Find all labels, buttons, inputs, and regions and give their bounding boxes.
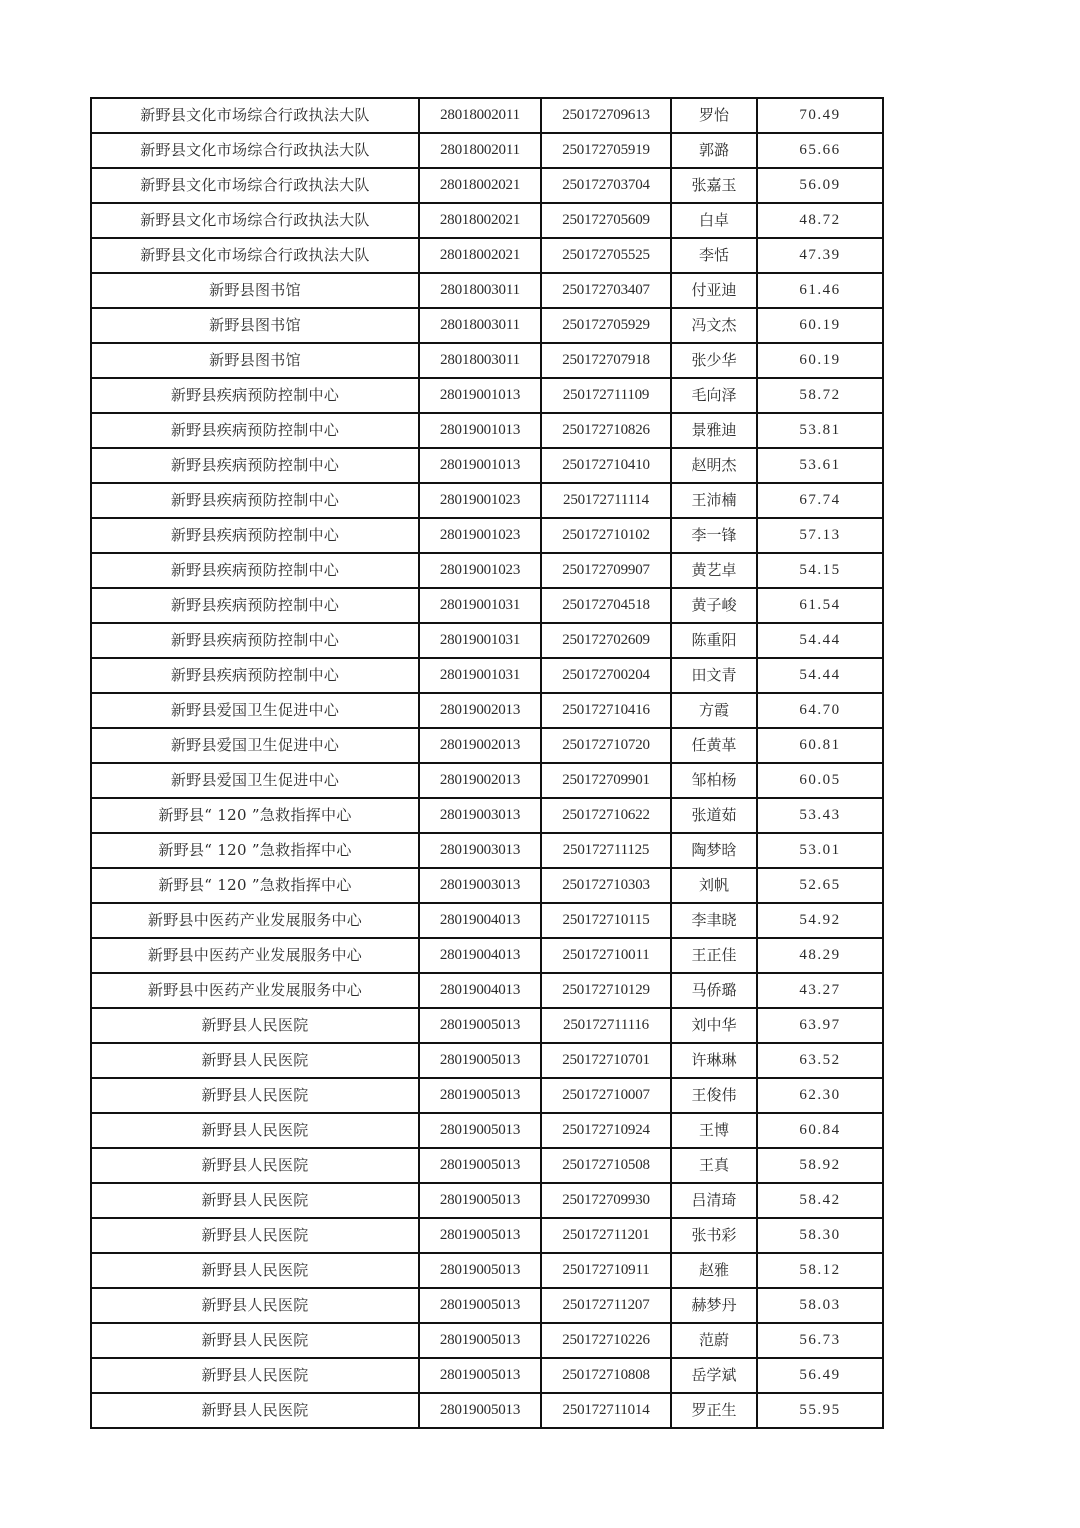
cell-unit: 新野县文化市场综合行政执法大队	[91, 238, 419, 273]
table-row	[91, 938, 883, 973]
cell-position-code: 28019001031	[419, 588, 541, 623]
cell-unit: 新野县疾病预防控制中心	[91, 448, 419, 483]
table-row	[91, 448, 883, 483]
cell-score: 48.72	[757, 203, 883, 238]
cell-score: 58.92	[757, 1148, 883, 1183]
table-row	[91, 1253, 883, 1288]
table-row	[91, 483, 883, 518]
results-table	[90, 97, 884, 1429]
cell-score: 54.44	[757, 623, 883, 658]
cell-name: 吕清琦	[671, 1183, 757, 1218]
table-row	[91, 1288, 883, 1323]
cell-name: 付亚迪	[671, 273, 757, 308]
cell-name: 许琳琳	[671, 1043, 757, 1078]
cell-exam-id: 250172711207	[541, 1288, 671, 1323]
cell-position-code: 28019003013	[419, 798, 541, 833]
cell-exam-id: 250172710410	[541, 448, 671, 483]
cell-unit: 新野县图书馆	[91, 273, 419, 308]
cell-name: 范蔚	[671, 1323, 757, 1358]
cell-name: 陈重阳	[671, 623, 757, 658]
cell-unit: 新野县图书馆	[91, 308, 419, 343]
cell-position-code: 28019002013	[419, 728, 541, 763]
cell-exam-id: 250172707918	[541, 343, 671, 378]
cell-name: 任黄革	[671, 728, 757, 763]
table-row	[91, 98, 883, 133]
cell-unit: 新野县人民医院	[91, 1078, 419, 1113]
cell-position-code: 28019004013	[419, 938, 541, 973]
cell-unit: 新野县文化市场综合行政执法大队	[91, 98, 419, 133]
cell-name: 刘帆	[671, 868, 757, 903]
cell-name: 李聿晓	[671, 903, 757, 938]
table-row	[91, 168, 883, 203]
cell-score: 61.46	[757, 273, 883, 308]
cell-unit: 新野县人民医院	[91, 1253, 419, 1288]
table-row	[91, 588, 883, 623]
cell-unit: 新野县中医药产业发展服务中心	[91, 938, 419, 973]
cell-unit: 新野县“ 120 ”急救指挥中心	[91, 798, 419, 833]
cell-position-code: 28018003011	[419, 273, 541, 308]
cell-unit: 新野县疾病预防控制中心	[91, 588, 419, 623]
cell-position-code: 28019004013	[419, 903, 541, 938]
cell-score: 54.15	[757, 553, 883, 588]
table-row	[91, 1323, 883, 1358]
cell-exam-id: 250172709613	[541, 98, 671, 133]
table-row	[91, 1183, 883, 1218]
cell-exam-id: 250172711014	[541, 1393, 671, 1428]
cell-exam-id: 250172702609	[541, 623, 671, 658]
table-row	[91, 1358, 883, 1393]
cell-position-code: 28019005013	[419, 1218, 541, 1253]
cell-unit: 新野县“ 120 ”急救指挥中心	[91, 833, 419, 868]
cell-unit: 新野县疾病预防控制中心	[91, 378, 419, 413]
cell-name: 冯文杰	[671, 308, 757, 343]
cell-score: 55.95	[757, 1393, 883, 1428]
cell-name: 王正佳	[671, 938, 757, 973]
cell-unit: 新野县疾病预防控制中心	[91, 553, 419, 588]
cell-position-code: 28019005013	[419, 1393, 541, 1428]
cell-exam-id: 250172710226	[541, 1323, 671, 1358]
cell-exam-id: 250172710622	[541, 798, 671, 833]
cell-name: 王博	[671, 1113, 757, 1148]
table-row	[91, 133, 883, 168]
cell-name: 白卓	[671, 203, 757, 238]
table-row	[91, 1113, 883, 1148]
cell-unit: 新野县爱国卫生促进中心	[91, 763, 419, 798]
cell-position-code: 28019001013	[419, 413, 541, 448]
table-row	[91, 728, 883, 763]
cell-exam-id: 250172710808	[541, 1358, 671, 1393]
cell-unit: 新野县人民医院	[91, 1393, 419, 1428]
cell-exam-id: 250172709907	[541, 553, 671, 588]
cell-unit: 新野县中医药产业发展服务中心	[91, 973, 419, 1008]
cell-score: 60.05	[757, 763, 883, 798]
cell-name: 马侨璐	[671, 973, 757, 1008]
cell-name: 李一锋	[671, 518, 757, 553]
cell-position-code: 28019005013	[419, 1358, 541, 1393]
cell-position-code: 28019005013	[419, 1253, 541, 1288]
cell-name: 刘中华	[671, 1008, 757, 1043]
cell-exam-id: 250172700204	[541, 658, 671, 693]
table-row	[91, 763, 883, 798]
cell-exam-id: 250172711116	[541, 1008, 671, 1043]
cell-score: 70.49	[757, 98, 883, 133]
cell-unit: 新野县人民医院	[91, 1183, 419, 1218]
cell-unit: 新野县疾病预防控制中心	[91, 518, 419, 553]
cell-position-code: 28018002011	[419, 133, 541, 168]
cell-unit: 新野县中医药产业发展服务中心	[91, 903, 419, 938]
table-row	[91, 238, 883, 273]
cell-name: 王沛楠	[671, 483, 757, 518]
cell-score: 56.09	[757, 168, 883, 203]
table-row	[91, 378, 883, 413]
cell-name: 陶梦晗	[671, 833, 757, 868]
cell-name: 郭潞	[671, 133, 757, 168]
cell-exam-id: 250172709930	[541, 1183, 671, 1218]
cell-position-code: 28019002013	[419, 763, 541, 798]
cell-position-code: 28019005013	[419, 1323, 541, 1358]
cell-exam-id: 250172710416	[541, 693, 671, 728]
cell-name: 王俊伟	[671, 1078, 757, 1113]
cell-unit: 新野县人民医院	[91, 1358, 419, 1393]
cell-name: 岳学斌	[671, 1358, 757, 1393]
table-row	[91, 1008, 883, 1043]
cell-exam-id: 250172705609	[541, 203, 671, 238]
cell-name: 赫梦丹	[671, 1288, 757, 1323]
cell-position-code: 28019003013	[419, 833, 541, 868]
cell-position-code: 28019005013	[419, 1288, 541, 1323]
cell-name: 张嘉玉	[671, 168, 757, 203]
cell-position-code: 28018002021	[419, 203, 541, 238]
cell-exam-id: 250172711109	[541, 378, 671, 413]
cell-position-code: 28019001013	[419, 378, 541, 413]
cell-exam-id: 250172709901	[541, 763, 671, 798]
cell-score: 57.13	[757, 518, 883, 553]
cell-name: 张道茹	[671, 798, 757, 833]
cell-score: 63.52	[757, 1043, 883, 1078]
cell-unit: 新野县人民医院	[91, 1148, 419, 1183]
cell-name: 毛向泽	[671, 378, 757, 413]
table-row	[91, 1218, 883, 1253]
cell-name: 张少华	[671, 343, 757, 378]
cell-exam-id: 250172710011	[541, 938, 671, 973]
cell-score: 53.01	[757, 833, 883, 868]
cell-score: 53.61	[757, 448, 883, 483]
cell-score: 48.29	[757, 938, 883, 973]
table-row	[91, 203, 883, 238]
cell-unit: 新野县爱国卫生促进中心	[91, 693, 419, 728]
cell-score: 56.49	[757, 1358, 883, 1393]
table-row	[91, 413, 883, 448]
cell-name: 罗怡	[671, 98, 757, 133]
cell-position-code: 28019005013	[419, 1008, 541, 1043]
cell-exam-id: 250172710303	[541, 868, 671, 903]
cell-name: 李恬	[671, 238, 757, 273]
table-row	[91, 798, 883, 833]
cell-exam-id: 250172710102	[541, 518, 671, 553]
cell-score: 47.39	[757, 238, 883, 273]
cell-exam-id: 250172710701	[541, 1043, 671, 1078]
cell-exam-id: 250172710129	[541, 973, 671, 1008]
cell-name: 邹柏杨	[671, 763, 757, 798]
cell-unit: 新野县人民医院	[91, 1288, 419, 1323]
cell-position-code: 28019001023	[419, 553, 541, 588]
cell-score: 60.84	[757, 1113, 883, 1148]
cell-unit: 新野县人民医院	[91, 1113, 419, 1148]
table-row	[91, 868, 883, 903]
cell-unit: 新野县文化市场综合行政执法大队	[91, 203, 419, 238]
cell-score: 53.43	[757, 798, 883, 833]
table-row	[91, 553, 883, 588]
cell-name: 黄艺卓	[671, 553, 757, 588]
cell-position-code: 28019001023	[419, 518, 541, 553]
cell-position-code: 28018002021	[419, 168, 541, 203]
cell-name: 景雅迪	[671, 413, 757, 448]
cell-score: 58.30	[757, 1218, 883, 1253]
cell-score: 58.72	[757, 378, 883, 413]
cell-position-code: 28019001031	[419, 623, 541, 658]
cell-score: 61.54	[757, 588, 883, 623]
table-row	[91, 623, 883, 658]
cell-exam-id: 250172704518	[541, 588, 671, 623]
table-row	[91, 273, 883, 308]
cell-score: 58.03	[757, 1288, 883, 1323]
cell-unit: 新野县人民医院	[91, 1008, 419, 1043]
table-row	[91, 343, 883, 378]
table-row	[91, 1078, 883, 1113]
cell-exam-id: 250172703704	[541, 168, 671, 203]
cell-score: 64.70	[757, 693, 883, 728]
cell-score: 54.44	[757, 658, 883, 693]
cell-unit: 新野县疾病预防控制中心	[91, 483, 419, 518]
cell-exam-id: 250172710720	[541, 728, 671, 763]
cell-score: 58.12	[757, 1253, 883, 1288]
cell-exam-id: 250172710924	[541, 1113, 671, 1148]
cell-exam-id: 250172710826	[541, 413, 671, 448]
cell-position-code: 28019001031	[419, 658, 541, 693]
cell-position-code: 28019001013	[419, 448, 541, 483]
cell-name: 赵明杰	[671, 448, 757, 483]
cell-name: 田文青	[671, 658, 757, 693]
cell-exam-id: 250172705929	[541, 308, 671, 343]
cell-score: 53.81	[757, 413, 883, 448]
cell-name: 方霞	[671, 693, 757, 728]
cell-exam-id: 250172703407	[541, 273, 671, 308]
cell-name: 罗正生	[671, 1393, 757, 1428]
cell-exam-id: 250172710115	[541, 903, 671, 938]
cell-position-code: 28019004013	[419, 973, 541, 1008]
cell-name: 赵雅	[671, 1253, 757, 1288]
cell-score: 60.19	[757, 343, 883, 378]
table-row	[91, 973, 883, 1008]
cell-exam-id: 250172710911	[541, 1253, 671, 1288]
cell-position-code: 28018003011	[419, 343, 541, 378]
results-table-body	[91, 98, 883, 1428]
cell-exam-id: 250172711125	[541, 833, 671, 868]
table-row	[91, 693, 883, 728]
cell-position-code: 28019005013	[419, 1148, 541, 1183]
cell-position-code: 28019003013	[419, 868, 541, 903]
cell-name: 张书彩	[671, 1218, 757, 1253]
table-row	[91, 1393, 883, 1428]
cell-score: 58.42	[757, 1183, 883, 1218]
cell-unit: 新野县疾病预防控制中心	[91, 623, 419, 658]
cell-unit: 新野县人民医院	[91, 1043, 419, 1078]
table-row	[91, 903, 883, 938]
cell-position-code: 28019005013	[419, 1043, 541, 1078]
cell-exam-id: 250172705919	[541, 133, 671, 168]
cell-unit: 新野县文化市场综合行政执法大队	[91, 168, 419, 203]
cell-exam-id: 250172710508	[541, 1148, 671, 1183]
cell-unit: 新野县疾病预防控制中心	[91, 658, 419, 693]
cell-position-code: 28019005013	[419, 1183, 541, 1218]
cell-score: 62.30	[757, 1078, 883, 1113]
table-row	[91, 518, 883, 553]
cell-position-code: 28019002013	[419, 693, 541, 728]
cell-exam-id: 250172710007	[541, 1078, 671, 1113]
cell-name: 黄子峻	[671, 588, 757, 623]
cell-position-code: 28018002021	[419, 238, 541, 273]
table-row	[91, 1148, 883, 1183]
cell-unit: 新野县“ 120 ”急救指挥中心	[91, 868, 419, 903]
table-row	[91, 658, 883, 693]
cell-position-code: 28019005013	[419, 1078, 541, 1113]
cell-unit: 新野县图书馆	[91, 343, 419, 378]
cell-position-code: 28019005013	[419, 1113, 541, 1148]
cell-position-code: 28019001023	[419, 483, 541, 518]
table-row	[91, 308, 883, 343]
table-row	[91, 833, 883, 868]
cell-score: 60.19	[757, 308, 883, 343]
cell-exam-id: 250172711201	[541, 1218, 671, 1253]
cell-score: 52.65	[757, 868, 883, 903]
cell-score: 43.27	[757, 973, 883, 1008]
cell-score: 60.81	[757, 728, 883, 763]
cell-score: 67.74	[757, 483, 883, 518]
cell-unit: 新野县人民医院	[91, 1218, 419, 1253]
cell-unit: 新野县疾病预防控制中心	[91, 413, 419, 448]
cell-unit: 新野县爱国卫生促进中心	[91, 728, 419, 763]
table-row	[91, 1043, 883, 1078]
cell-exam-id: 250172705525	[541, 238, 671, 273]
cell-unit: 新野县文化市场综合行政执法大队	[91, 133, 419, 168]
cell-score: 65.66	[757, 133, 883, 168]
cell-position-code: 28018002011	[419, 98, 541, 133]
cell-exam-id: 250172711114	[541, 483, 671, 518]
cell-score: 56.73	[757, 1323, 883, 1358]
cell-name: 王真	[671, 1148, 757, 1183]
cell-score: 63.97	[757, 1008, 883, 1043]
cell-position-code: 28018003011	[419, 308, 541, 343]
cell-score: 54.92	[757, 903, 883, 938]
cell-unit: 新野县人民医院	[91, 1323, 419, 1358]
